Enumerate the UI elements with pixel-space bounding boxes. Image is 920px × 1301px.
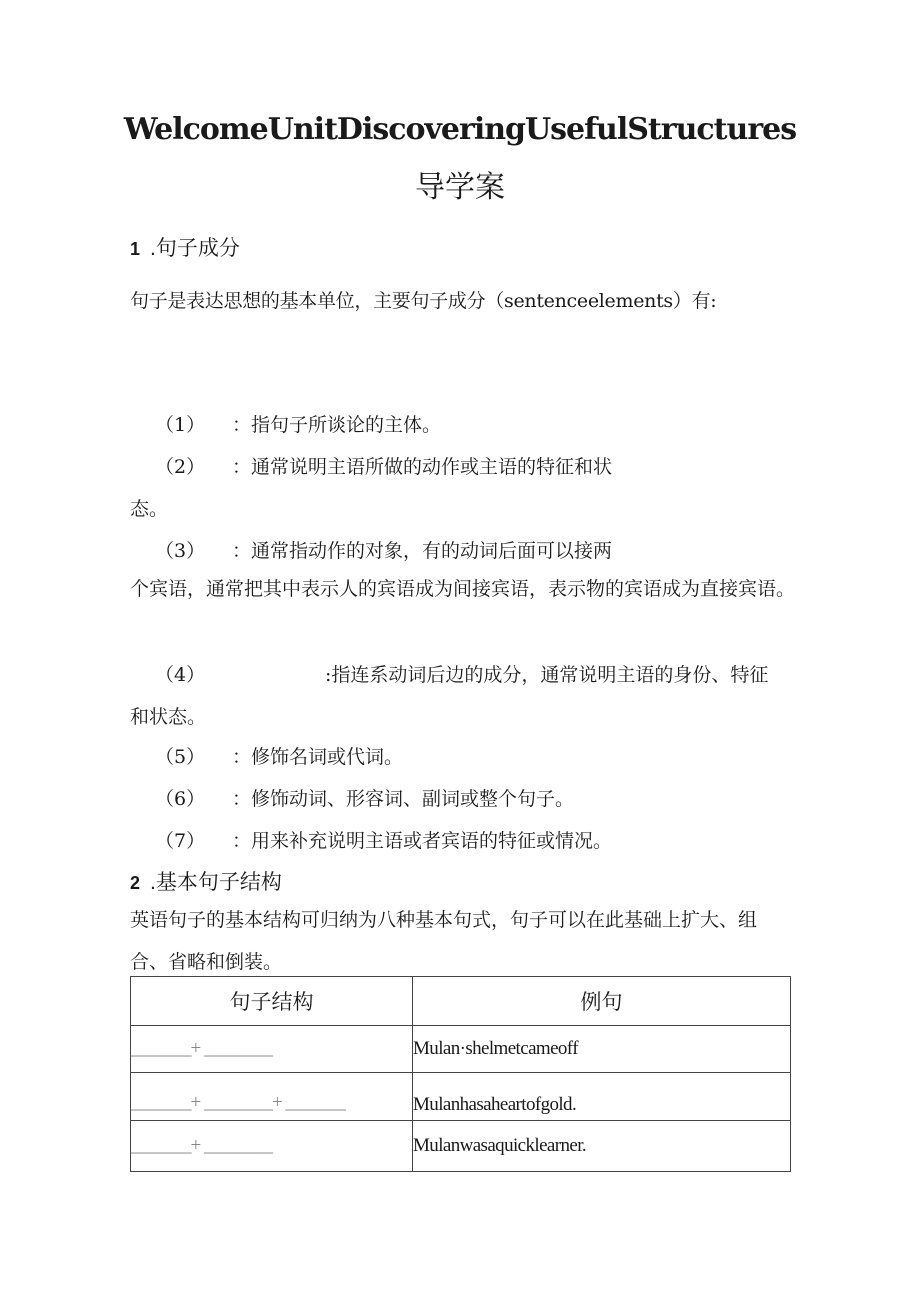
- section-1-title: .句子成分: [150, 237, 240, 260]
- structure-blank-cell[interactable]: _______+ ________: [131, 1026, 413, 1073]
- document-title-english: WelcomeUnitDiscoveringUsefulStructures: [123, 112, 797, 147]
- item-7-desc: ：用来补充说明主语或者宾语的特征或情况。: [232, 830, 613, 852]
- structure-blank-cell[interactable]: _______+ ________: [131, 1121, 413, 1172]
- table-header-example: 例句: [413, 977, 791, 1026]
- item-5-desc: ：修饰名词或代词。: [232, 746, 404, 768]
- item-4-number: （4）: [155, 664, 206, 686]
- item-2-continuation: 态。: [130, 498, 169, 520]
- structure-blank-cell[interactable]: _______+ ________+ _______: [131, 1073, 413, 1121]
- example-cell: Mulan·shelmetcameoff: [413, 1026, 791, 1073]
- item-6-desc: ：修饰动词、形容词、副词或整个句子。: [232, 788, 575, 810]
- table-row: [131, 1121, 791, 1172]
- example-cell: Mulanhasaheartofgold.: [413, 1073, 791, 1121]
- table-header-row: [131, 977, 791, 1026]
- item-5-number: （5）: [155, 746, 206, 768]
- section-1-intro: 句子是表达思想的基本单位，主要句子成分（sentenceelements）有:: [130, 290, 717, 312]
- item-4-continuation: 和状态。: [130, 706, 207, 728]
- section-1-number: 1: [130, 239, 141, 259]
- section-2-title: .基本句子结构: [150, 871, 282, 894]
- item-3-number: （3）: [155, 540, 206, 562]
- sentence-structure-table: [130, 976, 791, 1172]
- section-1-heading: [130, 232, 240, 262]
- item-4-desc: :指连系动词后边的成分，通常说明主语的身份、特征: [325, 664, 769, 686]
- table-row: [131, 1073, 791, 1121]
- item-3-desc: ：通常指动作的对象，有的动词后面可以接两: [232, 540, 613, 562]
- document-title-chinese: 导学案: [415, 170, 505, 205]
- example-cell: Mulanwasaquicklearner.: [413, 1121, 791, 1172]
- item-1-desc: ：指句子所谈论的主体。: [232, 414, 442, 436]
- item-2-desc: ：通常说明主语所做的动作或主语的特征和状: [232, 456, 613, 478]
- section-2-heading: [130, 866, 282, 896]
- section-2-number: 2: [130, 873, 141, 893]
- item-2-number: （2）: [155, 456, 206, 478]
- item-1-number: （1）: [155, 414, 206, 436]
- table-row: [131, 1026, 791, 1073]
- item-6-number: （6）: [155, 788, 206, 810]
- item-7-number: （7）: [155, 830, 206, 852]
- item-3-continuation: 个宾语，通常把其中表示人的宾语成为间接宾语，表示物的宾语成为直接宾语。: [130, 578, 796, 600]
- table-header-structure: 句子结构: [131, 977, 413, 1026]
- section-2-intro: 英语句子的基本结构可归纳为八种基本句式，句子可以在此基础上扩大、组合、省略和倒装。: [130, 909, 758, 973]
